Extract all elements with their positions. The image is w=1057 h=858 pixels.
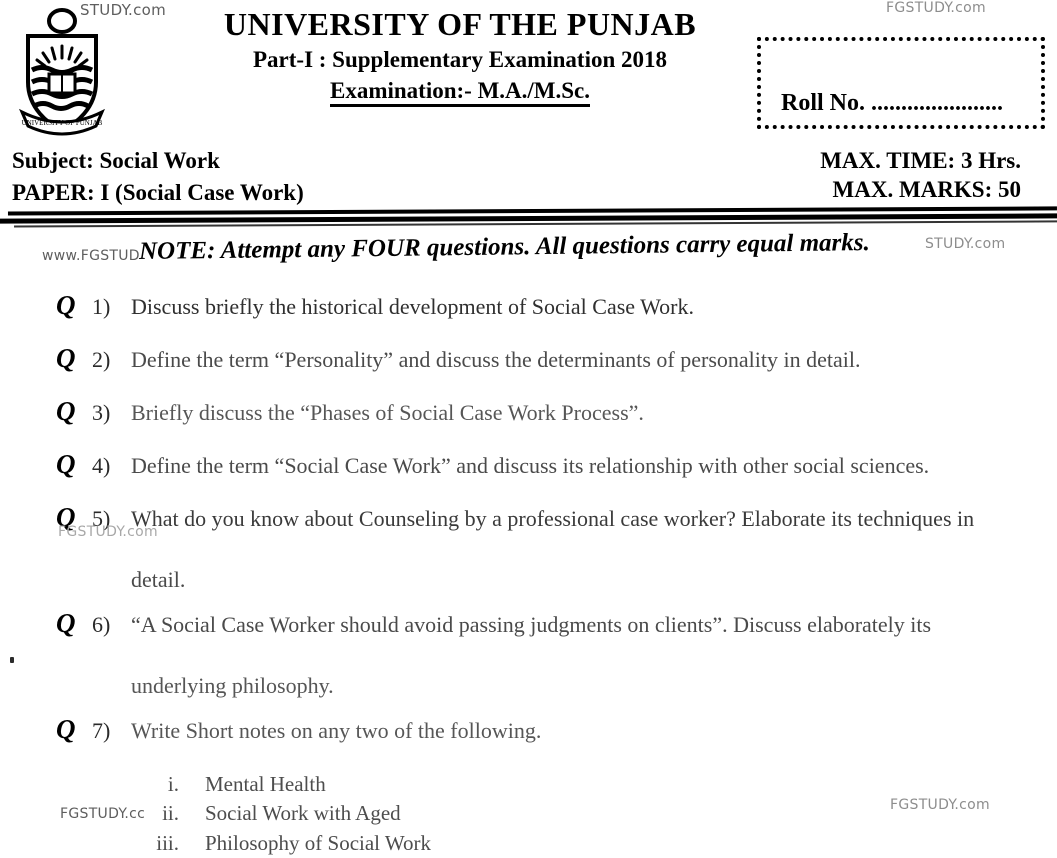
- sub-item-numeral: ii.: [162, 801, 179, 825]
- question-number: 6): [92, 612, 111, 637]
- question-text: Briefly discuss the “Phases of Social Case Work Process”.: [131, 400, 644, 425]
- max-time-label: MAX. TIME: 3 Hrs.: [820, 148, 1021, 173]
- exam-degree-line: [150, 78, 770, 104]
- question-number: 7): [92, 718, 111, 743]
- question-number: 4): [92, 453, 111, 478]
- question-marker: Q: [56, 449, 76, 479]
- question-marker: Q: [56, 608, 76, 638]
- question-row: [0, 343, 1057, 387]
- header-divider: [0, 206, 1057, 229]
- watermark-top-left: STUDY.com: [80, 1, 167, 19]
- sub-item-label: Mental Health: [205, 772, 326, 796]
- question-marker: Q: [56, 290, 76, 320]
- question-row: [0, 396, 1057, 440]
- roll-number-box[interactable]: [757, 37, 1045, 129]
- max-marks-label: MAX. MARKS: 50: [832, 177, 1021, 202]
- question-row: [0, 714, 1057, 758]
- question-number: 2): [92, 347, 111, 372]
- question-text: Write Short notes on any two of the following.: [131, 718, 542, 743]
- question-text: “A Social Case Worker should avoid passing judgments on clients”. Discuss elaborately its: [131, 612, 932, 637]
- question-row: [0, 449, 1057, 493]
- question-marker: Q: [56, 396, 76, 426]
- sub-item-label: Philosophy of Social Work: [205, 831, 432, 855]
- question-marker: Q: [56, 714, 76, 744]
- watermark-bottom-left: FGSTUDY.cc: [60, 806, 146, 822]
- question-text: Define the term “Personality” and discuss the determinants of personality in detail.: [131, 347, 861, 372]
- question-marker: Q: [56, 343, 76, 373]
- exam-part-line: Part-I : Supplementary Examination 2018: [253, 47, 667, 72]
- sub-item-label: Social Work with Aged: [205, 801, 401, 825]
- watermark-note-left: www.FGSTUD: [42, 248, 140, 264]
- page-title: UNIVERSITY OF THE PUNJAB: [223, 6, 697, 42]
- subject-label: Subject: Social Work: [12, 148, 220, 173]
- exam-degree-text: Examination:- M.A./M.Sc.: [330, 78, 590, 107]
- question-row: [0, 502, 1057, 592]
- question-row: [0, 608, 1057, 698]
- question-continuation: underlying philosophy.: [131, 673, 334, 698]
- question-text: Define the term “Social Case Work” and discuss its relationship with other social sciences.: [131, 453, 930, 478]
- watermark-note-right: STUDY.com: [925, 236, 1006, 252]
- instructions-note: NOTE: Attempt any FOUR questions. All questions carry equal marks.: [138, 229, 870, 265]
- svg-text:UNIVERSITY OF PUNJAB: UNIVERSITY OF PUNJAB: [21, 119, 103, 127]
- question-continuation: detail.: [131, 567, 186, 592]
- roll-number-label: Roll No. ......................: [781, 90, 1003, 116]
- question-marker: Q: [56, 502, 76, 532]
- sub-item-numeral: iii.: [156, 831, 179, 855]
- paper-label: PAPER: I (Social Case Work): [12, 180, 304, 205]
- scan-artifact-speck: [10, 657, 14, 663]
- question-number: 3): [92, 400, 111, 425]
- watermark-q5-left: FGSTUDY.com: [58, 524, 158, 540]
- watermark-bottom-right: FGSTUDY.com: [890, 797, 990, 813]
- question-number: 5): [92, 506, 111, 531]
- watermark-top-right: FGSTUDY.com: [886, 0, 986, 16]
- sub-item-numeral: i.: [167, 772, 179, 796]
- university-crest-icon: [14, 8, 110, 138]
- question-number: 1): [92, 294, 111, 319]
- question-text: What do you know about Counseling by a professional case worker? Elaborate its techniques in: [131, 506, 975, 531]
- question-row: [0, 290, 1057, 334]
- question-text: Discuss briefly the historical development of Social Case Work.: [131, 294, 694, 319]
